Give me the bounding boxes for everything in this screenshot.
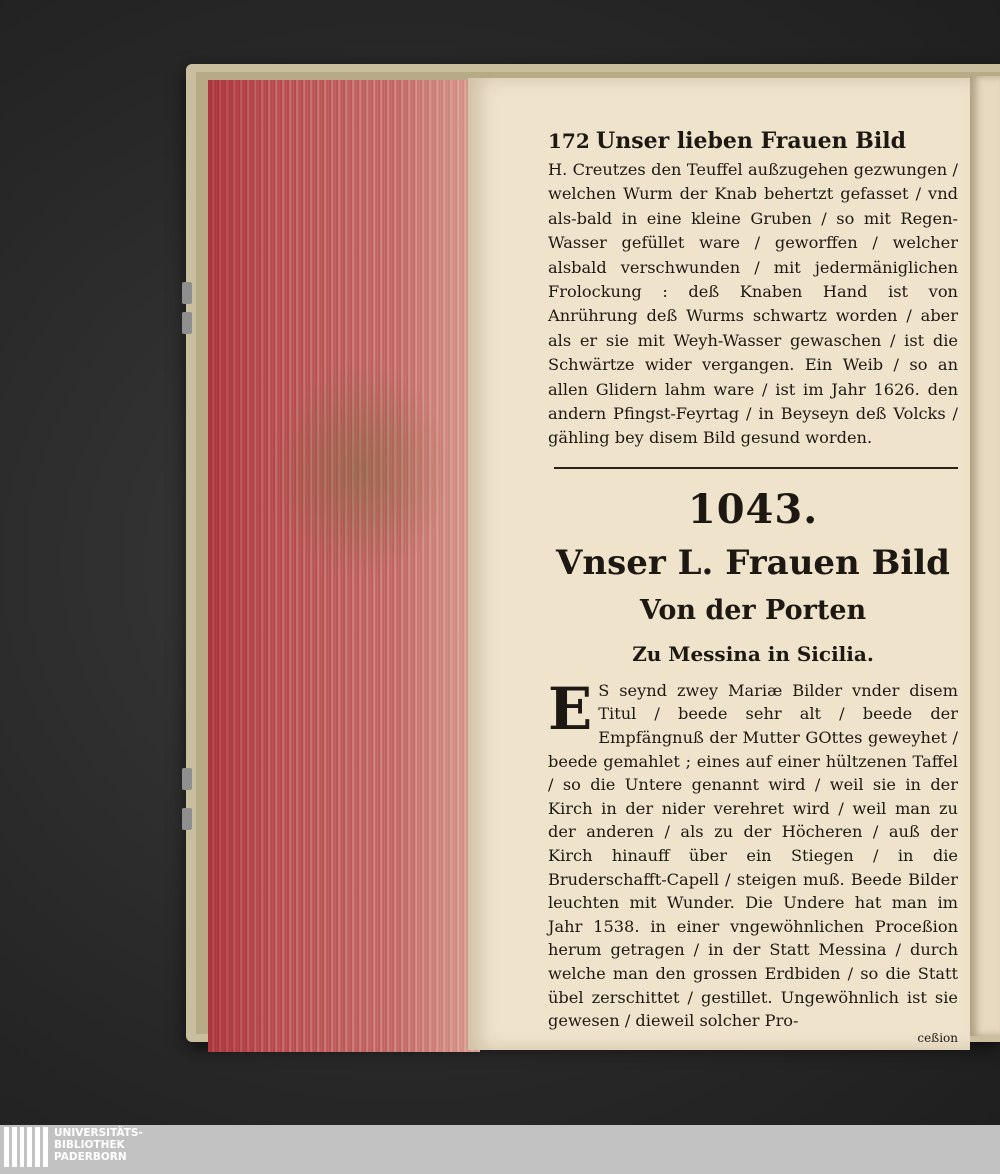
clasp-bottom-2	[182, 808, 192, 830]
clasp-top	[182, 282, 192, 304]
clasp-top-2	[182, 312, 192, 334]
library-name-line-2: BIBLIOTHEK	[54, 1139, 125, 1151]
library-footer-bar	[0, 1125, 1000, 1174]
section-location: Zu Messina in Sicilia.	[632, 641, 874, 666]
facing-page-edge	[970, 76, 1000, 1036]
catchword: ceßion	[917, 1030, 958, 1045]
library-name-line-1: UNIVERSITÄTS-	[54, 1127, 143, 1139]
water-stain	[270, 360, 450, 580]
library-name	[54, 1127, 143, 1163]
section-rule	[554, 467, 958, 469]
running-header	[548, 128, 958, 158]
section-title: Vnser L. Frauen Bild	[556, 542, 950, 583]
library-name-line-3: PADERBORN	[54, 1151, 127, 1163]
section-subtitle: Von der Porten	[639, 594, 867, 626]
page-text-block	[548, 128, 958, 1045]
clasp-bottom	[182, 768, 192, 790]
drop-cap: E	[548, 674, 593, 743]
section-number: 1043.	[687, 485, 819, 533]
paragraph-continued: H. Creutzes den Teuffel außzugehen gezwungen / welchen Wurm der Knab behertzt gefasset / vnd als-bald in eine kleine Gruben / so mit Regen-Wasser gefüllet ware / geworffen / welcher alsbald verschwunden / mit jedermäniglichen Frolockung : deß Knaben Hand ist von Anrührung deß Wurms schwartz worden / aber als er sie mit Weyh-Wasser gewaschen / ist die Schwärtze wider vergangen. Ein Weib / so an allen Glidern lahm ware / ist im Jahr 1626. den andern Pfingst-Feyrtag / in Beyseyn deß Volcks / gähling bey disem Bild gesund worden.	[548, 160, 958, 448]
library-logo-icon	[4, 1127, 48, 1171]
paragraph-main	[548, 674, 958, 1033]
paragraph-main-text: S seynd zwey Mariæ Bilder vnder disem Titul / beede sehr alt / beede der Empfängnuß der Mutter GOttes geweyhet / beede gemahlet ; eines auf einer hültzenen Taffel / so die Untere genannt wird / weil sie in der Kirch in der nider verehret wird / weil man zu der anderen / als zu der Höcheren / auß der Kirch hinauff über ein Stiegen / in die Bruderschafft-Capell / steigen muß. Beede Bilder leuchten mit Wunder. Die Undere hat man im Jahr 1538. in einer vngewöhnlichen Proceßion herum getragen / in der Statt Messina / durch welche man den grossen Erdbiden / so die Statt übel zerschittet / gestillet. Ungewöhnlich ist sie gewesen / dieweil solcher Pro-	[548, 680, 958, 1031]
page-number: 172	[548, 129, 590, 153]
running-title: Unser lieben Frauen Bild	[596, 128, 906, 154]
